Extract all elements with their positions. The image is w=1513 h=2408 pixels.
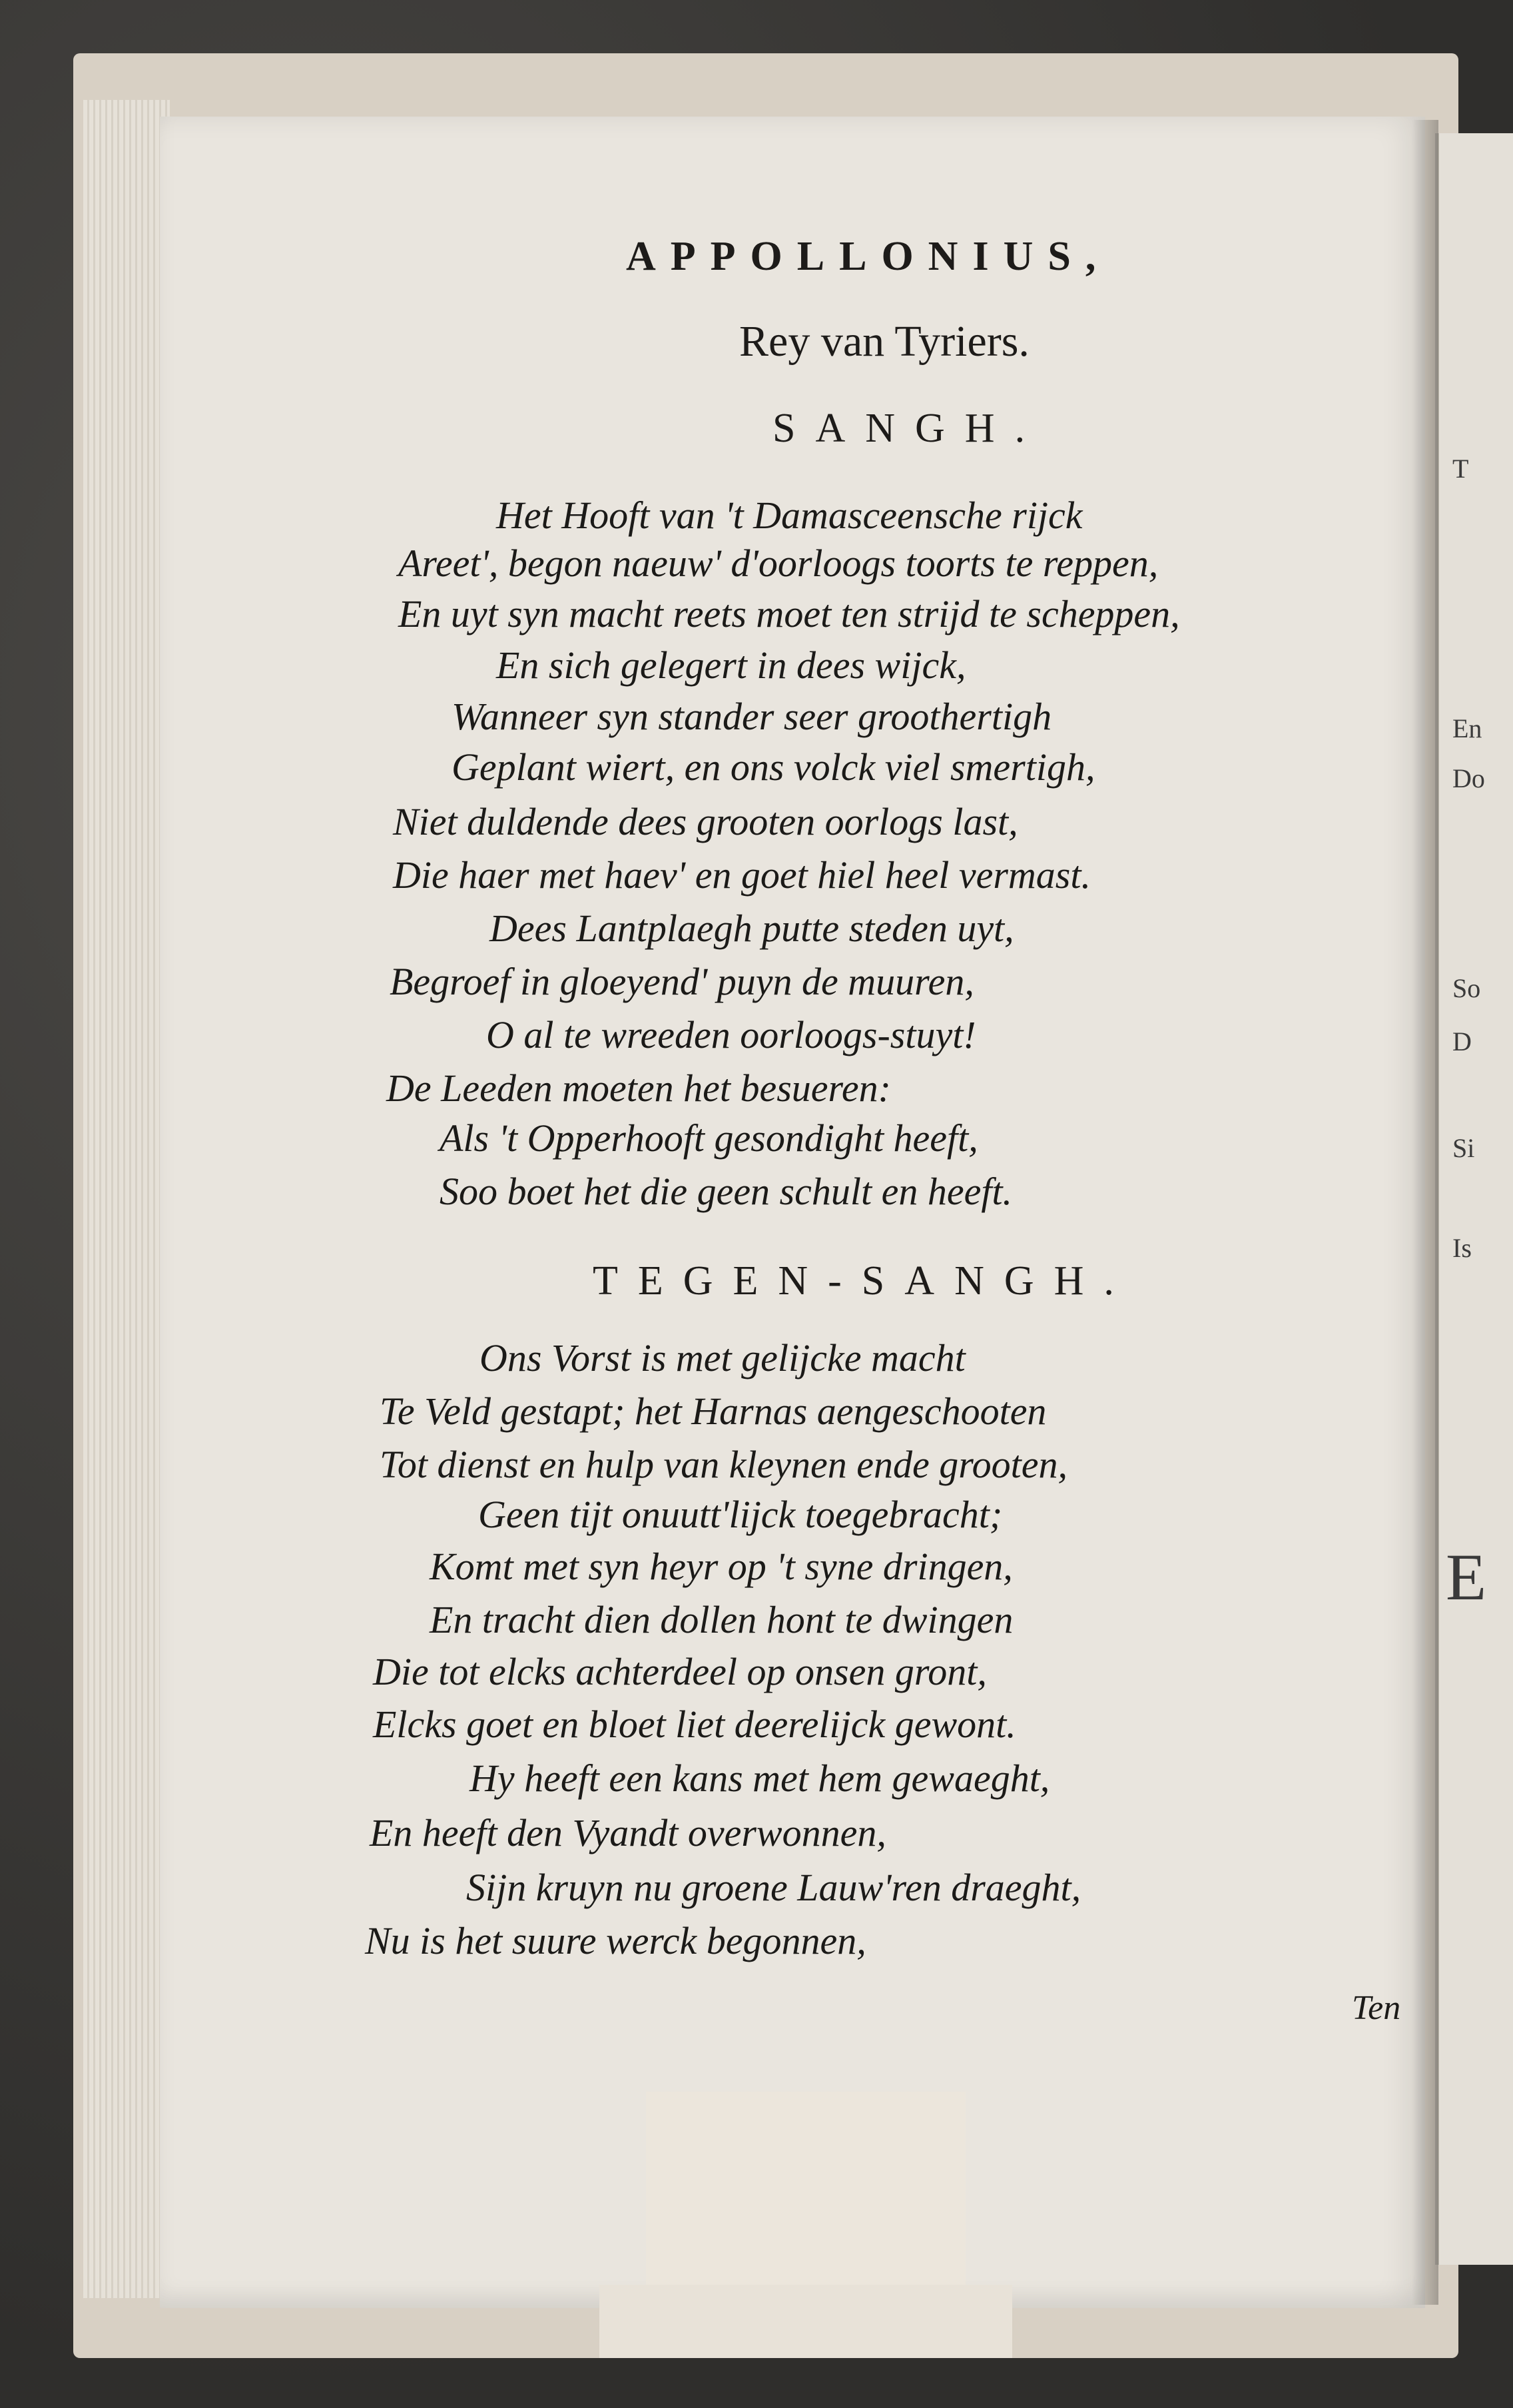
facing-fragment: So [1452,973,1481,1003]
verse-line: O al te wreeden oorloogs-stuyt! [486,1013,976,1056]
verse-line: Tot dienst en hulp van kleynen ende grooten, [380,1443,1068,1486]
verse-line: Die tot elcks achterdeel op onsen gront, [373,1650,987,1693]
verse-line: Begroef in gloeyend' puyn de muuren, [390,960,974,1003]
verse-line: Te Veld gestapt; het Harnas aengeschooten [380,1390,1047,1433]
page-edges [83,100,170,2298]
verse-line: Het Hooft van 't Damasceensche rijck [496,494,1083,537]
section-heading-sangh: SANGH. [772,406,1046,451]
section-heading-tegen-sangh: TEGEN-SANGH. [593,1258,1134,1304]
verse-line: Geplant wiert, en ons volck viel smertigh, [452,745,1095,789]
library-label-strip [599,2285,1012,2358]
verse-line: En sich gelegert in dees wijck, [496,643,966,687]
verse-line: Nu is het suure werck begonnen, [365,1919,866,1962]
gutter-shadow [1412,120,1438,2305]
verse-line: Dees Lantplaegh putte steden uyt, [489,907,1014,950]
catchword: Ten [1352,1989,1401,2027]
library-label [646,2092,966,2305]
verse-line: En tracht dien dollen hont te dwingen [430,1598,1014,1641]
facing-fragment: Do [1452,763,1485,793]
verse-line: Komt met syn heyr op 't syne dringen, [430,1545,1013,1588]
verse-line: Geen tijt onuutt'lijck toegebracht; [478,1493,1003,1536]
verse-line: Niet duldende dees grooten oorlogs last, [393,800,1018,843]
verse-line: De Leeden moeten het besueren: [386,1066,891,1110]
chorus-subtitle: Rey van Tyriers. [739,317,1030,366]
running-title: APPOLLONIUS, [626,234,1111,279]
verse-line: Wanneer syn stander seer groothertigh [452,695,1052,738]
verse-line: Areet', begon naeuw' d'oorloogs toorts te reppen, [398,542,1159,585]
verse-line: Als 't Opperhooft gesondight heeft, [440,1116,978,1160]
verse-line: Die haer met haev' en goet hiel heel vermast. [393,853,1091,897]
verse-line: Hy heeft een kans met hem gewaeght, [469,1757,1050,1800]
facing-fragment: Si [1452,1133,1475,1163]
verse-line: En heeft den Vyandt overwonnen, [370,1811,886,1854]
verse-line: Soo boet het die geen schult en heeft. [440,1170,1013,1213]
facing-fragment: En [1452,713,1482,743]
facing-fragment: Is [1452,1233,1472,1263]
verse-line: Elcks goet en bloet liet deerelijck gewont. [373,1703,1016,1746]
verse-line: En uyt syn macht reets moet ten strijd te scheppen, [398,592,1180,635]
facing-page [1435,133,1513,2265]
facing-fragment: T [1452,454,1469,484]
verse-line: Ons Vorst is met gelijcke macht [479,1336,966,1380]
facing-fragment: E [1446,1540,1487,1614]
verse-line: Sijn kruyn nu groene Lauw'ren draeght, [466,1866,1081,1909]
facing-fragment: D [1452,1026,1472,1056]
